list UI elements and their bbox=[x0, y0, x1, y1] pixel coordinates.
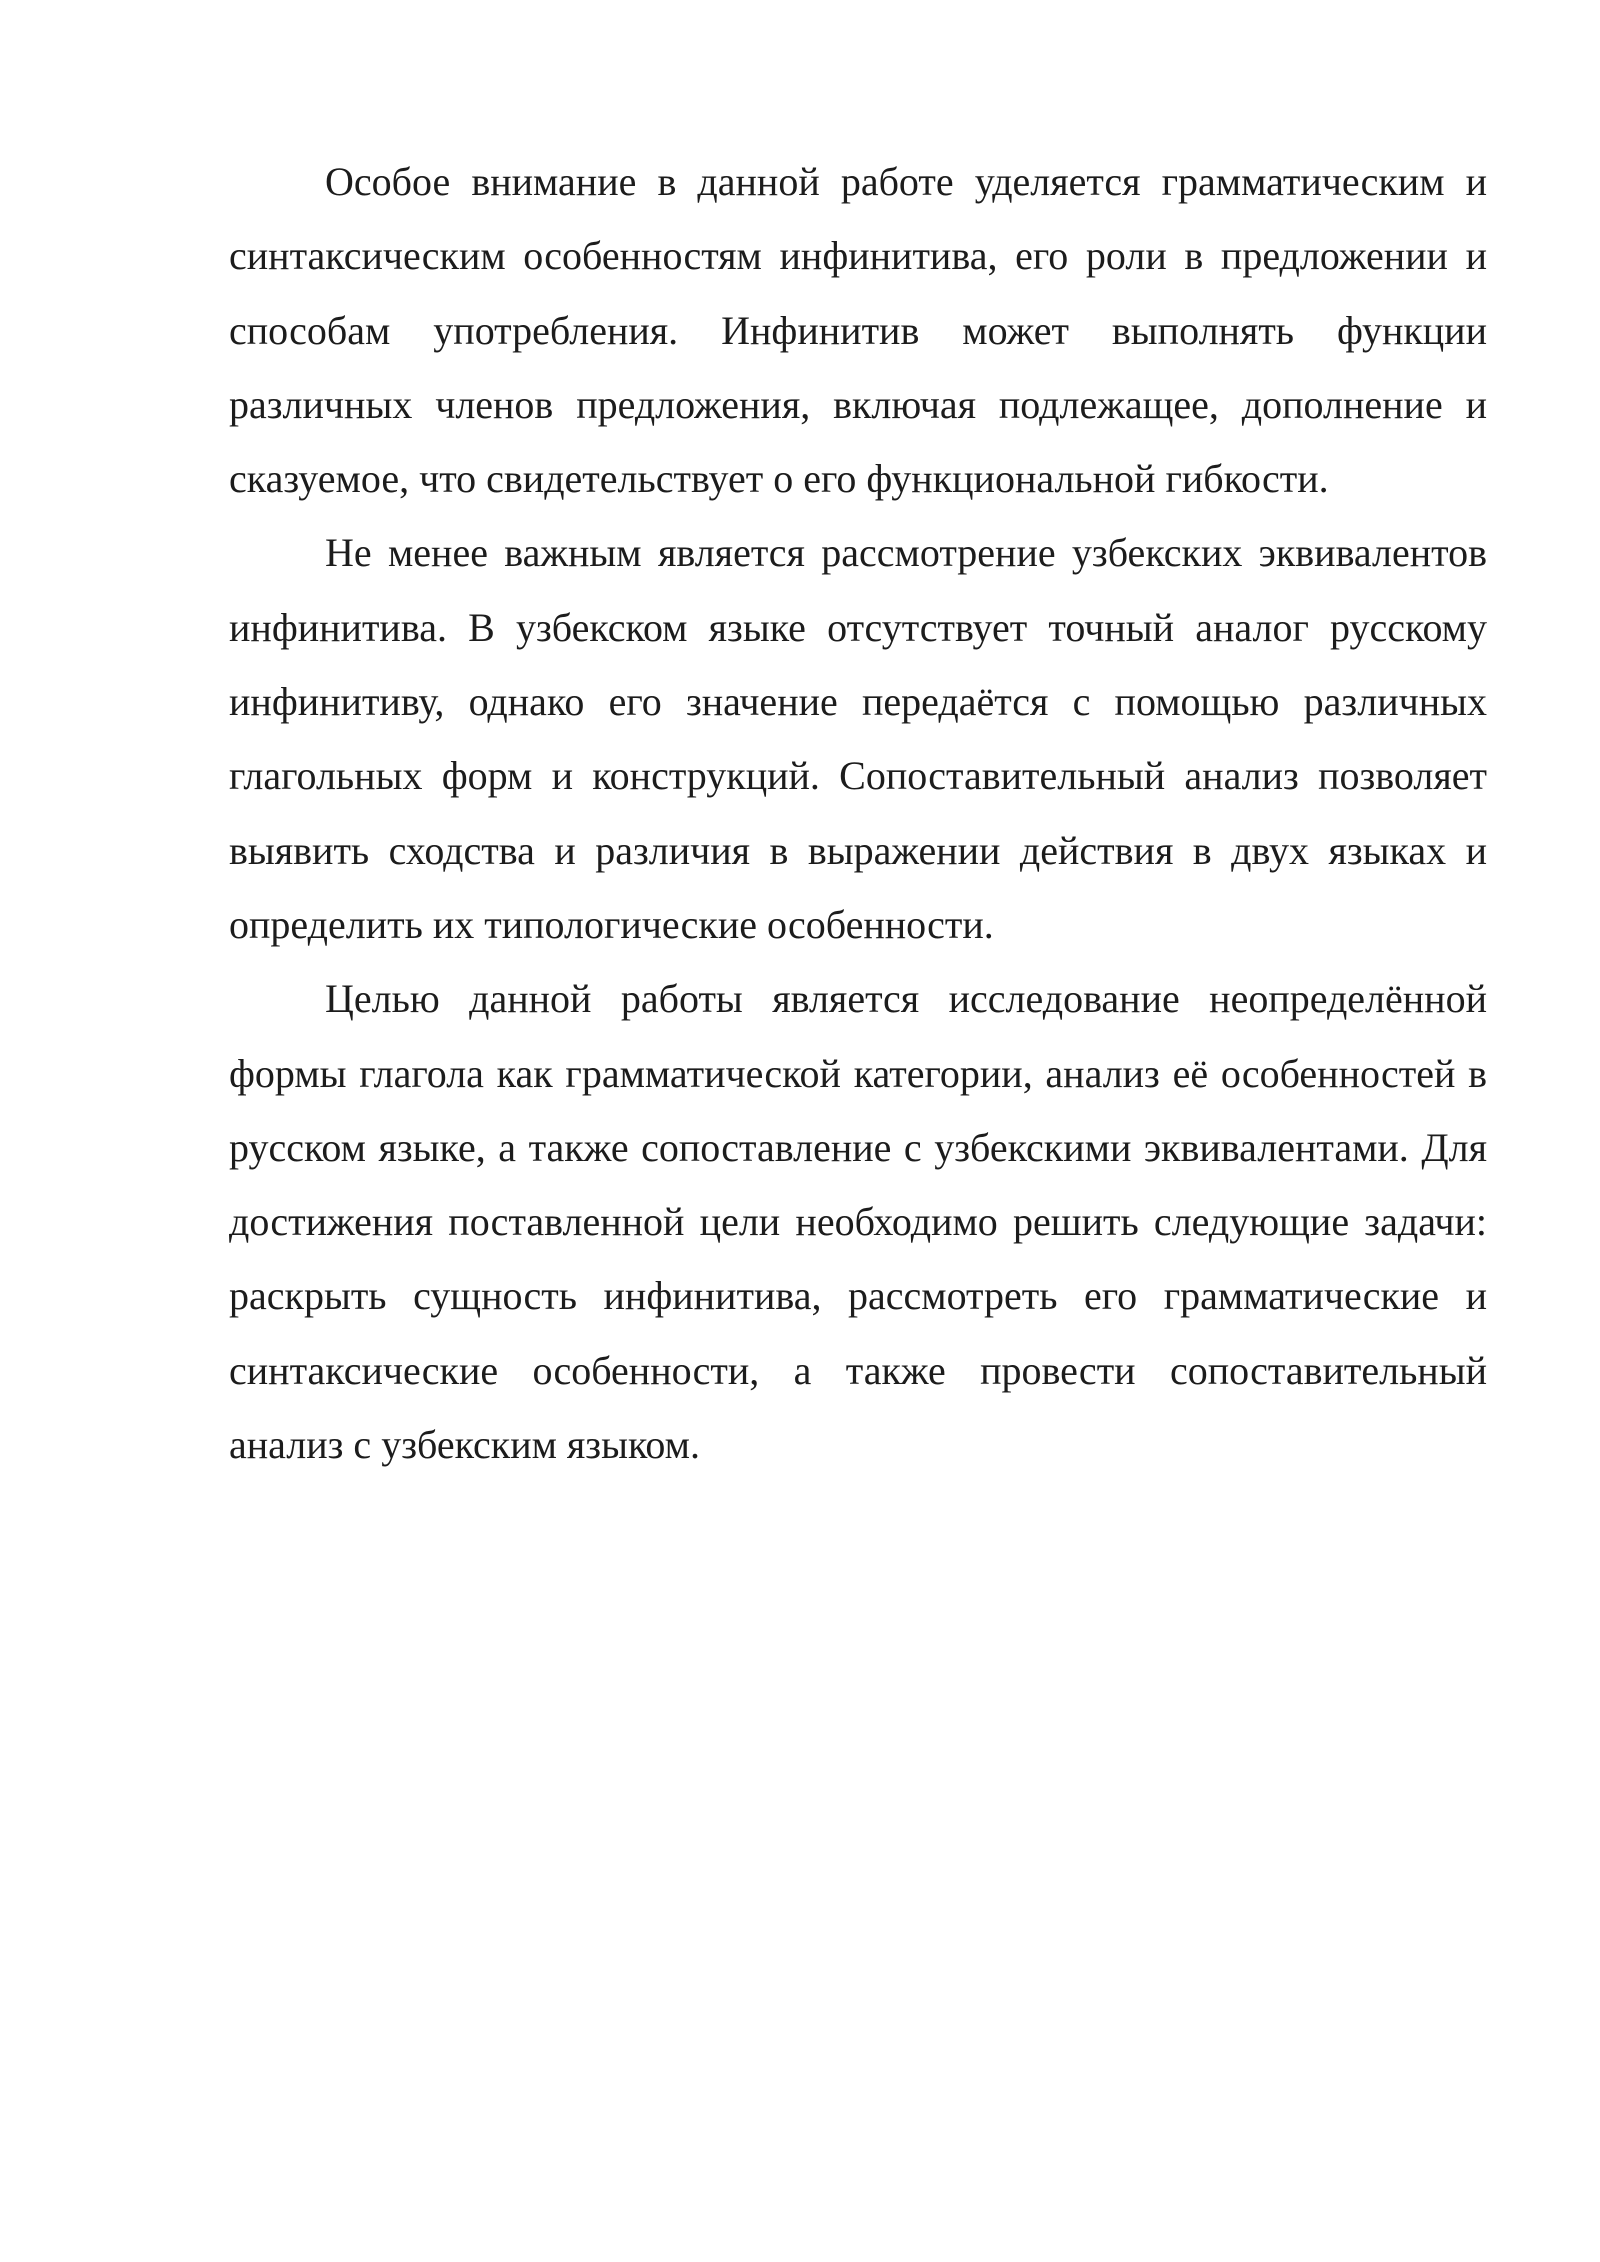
paragraph-uzbek-equivalents: Не менее важным является рассмотрение узбекских эквивалентов инфинитива. В узбекском языке отсутствует точный аналог русскому инфинитиву, однако его значение передаётся с помощью различных глагольных форм и конструкций. Сопоставительный анализ позволяет выявить сходства и различия в выражении действия в двух языках и определить их типологические особенности. bbox=[229, 530, 1487, 947]
document-body bbox=[229, 145, 1487, 1482]
paragraph-goal: Целью данной работы является исследование неопределённой формы глагола как грамматической категории, анализ её особенностей в русском языке, а также сопоставление с узбекскими эквивалентами. Для достижения поставленной цели необходимо решить следующие задачи: раскрыть сущность инфинитива, рассмотреть его грамматические и синтаксические особенности, а также провести сопоставительный анализ с узбекским языком. bbox=[229, 976, 1487, 1468]
paragraph-focus: Особое внимание в данной работе уделяется грамматическим и синтаксическим особенностям инфинитива, его роли в предложении и способам употребления. Инфинитив может выполнять функции различных членов предложения, включая подлежащее, дополнение и сказуемое, что свидетельствует о его функциональной гибкости. bbox=[229, 159, 1487, 502]
